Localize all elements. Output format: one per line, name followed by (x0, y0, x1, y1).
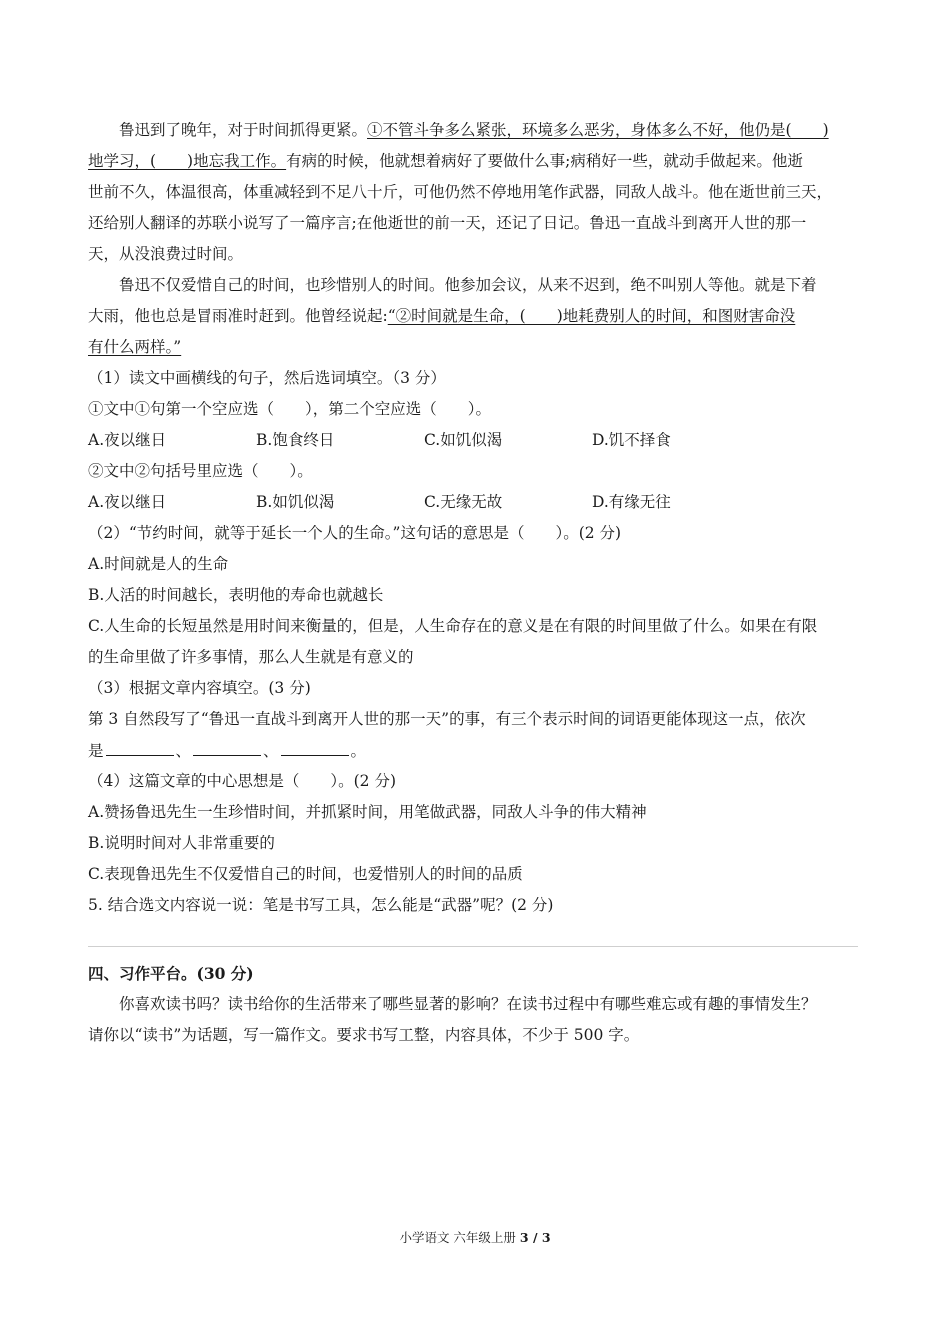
underlined-sentence-1: ①不管斗争多么紧张，环境多么恶劣，身体多么不好，他仍是( ) (367, 121, 829, 139)
question-1-title: （1）读文中画横线的句子，然后选词填空。（3 分） (88, 369, 446, 387)
passage-line: 天，从没浪费过时间。 (88, 245, 244, 263)
question-4-option-b: B.说明时间对人非常重要的 (88, 834, 275, 852)
option-c: C.如饥似渴 (424, 431, 503, 449)
answer-blank-3[interactable] (281, 735, 349, 756)
question-2-option-a: A.时间就是人的生命 (88, 555, 229, 573)
question-1-sub-2: ②文中②句括号里应选（ ）。 (88, 462, 313, 480)
page-number: 3 / 3 (519, 1230, 551, 1245)
passage-line: 世前不久，体温很高，体重减轻到不足八十斤，可他仍然不停地用笔作武器，同敌人战斗。他在逝世前三天， (88, 183, 833, 201)
option-a: A.夜以继日 (88, 431, 167, 449)
reading-section (88, 115, 864, 921)
answer-blank-2[interactable] (193, 735, 261, 756)
question-3-title: （3）根据文章内容填空。(3 分) (88, 679, 311, 697)
underlined-sentence-1-end: 地学习，( )地忘我工作。 (88, 152, 287, 170)
question-2-option-c-cont: 的生命里做了许多事情，那么人生就是有意义的 (88, 648, 414, 666)
section-divider (88, 946, 858, 947)
separator: 、 (263, 742, 279, 760)
passage-line (88, 301, 864, 332)
option-d: D.有缘无往 (592, 493, 671, 511)
question-1-sub-1: ①文中①句第一个空应选（ ），第二个空应选（ ）。 (88, 400, 492, 418)
page-footer (0, 1228, 950, 1246)
option-d: D.饥不择食 (592, 431, 671, 449)
question-4-option-c: C.表现鲁迅先生不仅爱惜自己的时间，也爱惜别人的时间的品质 (88, 865, 523, 883)
passage-line (88, 146, 864, 177)
passage-line: 还给别人翻译的苏联小说写了一篇序言;在他逝世的前一天，还记了日记。鲁迅一直战斗到离开人世的那一 (88, 214, 807, 232)
question-1-sub-2-options (88, 487, 864, 518)
question-4-option-a: A.赞扬鲁迅先生一生珍惜时间，并抓紧时间，用笔做武器，同敌人斗争的伟大精神 (88, 803, 647, 821)
footer-text: 小学语文 六年级上册 (399, 1230, 520, 1245)
option-a: A.夜以继日 (88, 493, 167, 511)
answer-blank-1[interactable] (106, 735, 174, 756)
passage-line (88, 115, 864, 146)
question-2-option-c: C.人生命的长短虽然是用时间来衡量的，但是，人生命存在的意义是在有限的时间里做了什么。如果在有限 (88, 617, 818, 635)
question-5: 5. 结合选文内容说一说：笔是书写工具，怎么能是“武器”呢？(2 分) (88, 896, 554, 914)
question-3-text: 第 3 自然段写了“鲁迅一直战斗到离开人世的那一天”的事，有三个表示时间的词语更能体现这一点，依次 (88, 710, 806, 728)
passage-text: 鲁迅到了晚年，对于时间抓得更紧。 (119, 121, 368, 139)
section-4-heading: 四、习作平台。(30 分) (88, 964, 254, 983)
question-3-prefix: 是 (88, 742, 104, 760)
question-4-title: （4）这篇文章的中心思想是（ ）。(2 分) (88, 772, 396, 790)
question-3-blanks (88, 735, 864, 766)
passage-line (88, 332, 864, 363)
separator: 、 (175, 742, 192, 760)
writing-prompt-line: 请你以“读书”为话题，写一篇作文。要求书写工整，内容具体，不少于 500 字。 (88, 1026, 640, 1044)
writing-prompt-line: 你喜欢读书吗？读书给你的生活带来了哪些显著的影响？在读书过程中有哪些难忘或有趣的事情发生？ (119, 995, 817, 1013)
question-2-title: （2）“节约时间，就等于延长一个人的生命。”这句话的意思是（ ）。(2 分) (88, 524, 622, 542)
passage-line: 鲁迅不仅爱惜自己的时间，也珍惜别人的时间。他参加会议，从来不迟到，绝不叫别人等他。就是下着 (119, 276, 817, 294)
underlined-sentence-2: “②时间就是生命，( )地耗费别人的时间，和图财害命没 (387, 307, 796, 325)
question-2-option-b: B.人活的时间越长，表明他的寿命也就越长 (88, 586, 384, 604)
option-b: B.饱食终日 (256, 431, 335, 449)
passage-text: 有病的时候，他就想着病好了要做什么事;病稍好一些，就动手做起来。他逝 (286, 152, 803, 170)
option-b: B.如饥似渴 (256, 493, 335, 511)
question-1-sub-1-options (88, 425, 864, 456)
option-c: C.无缘无故 (424, 493, 503, 511)
writing-section (88, 958, 864, 1051)
period: 。 (350, 742, 367, 760)
underlined-sentence-2-end: 有什么两样。” (88, 338, 182, 356)
passage-text: 大雨，他也总是冒雨准时赶到。他曾经说起: (88, 307, 388, 325)
